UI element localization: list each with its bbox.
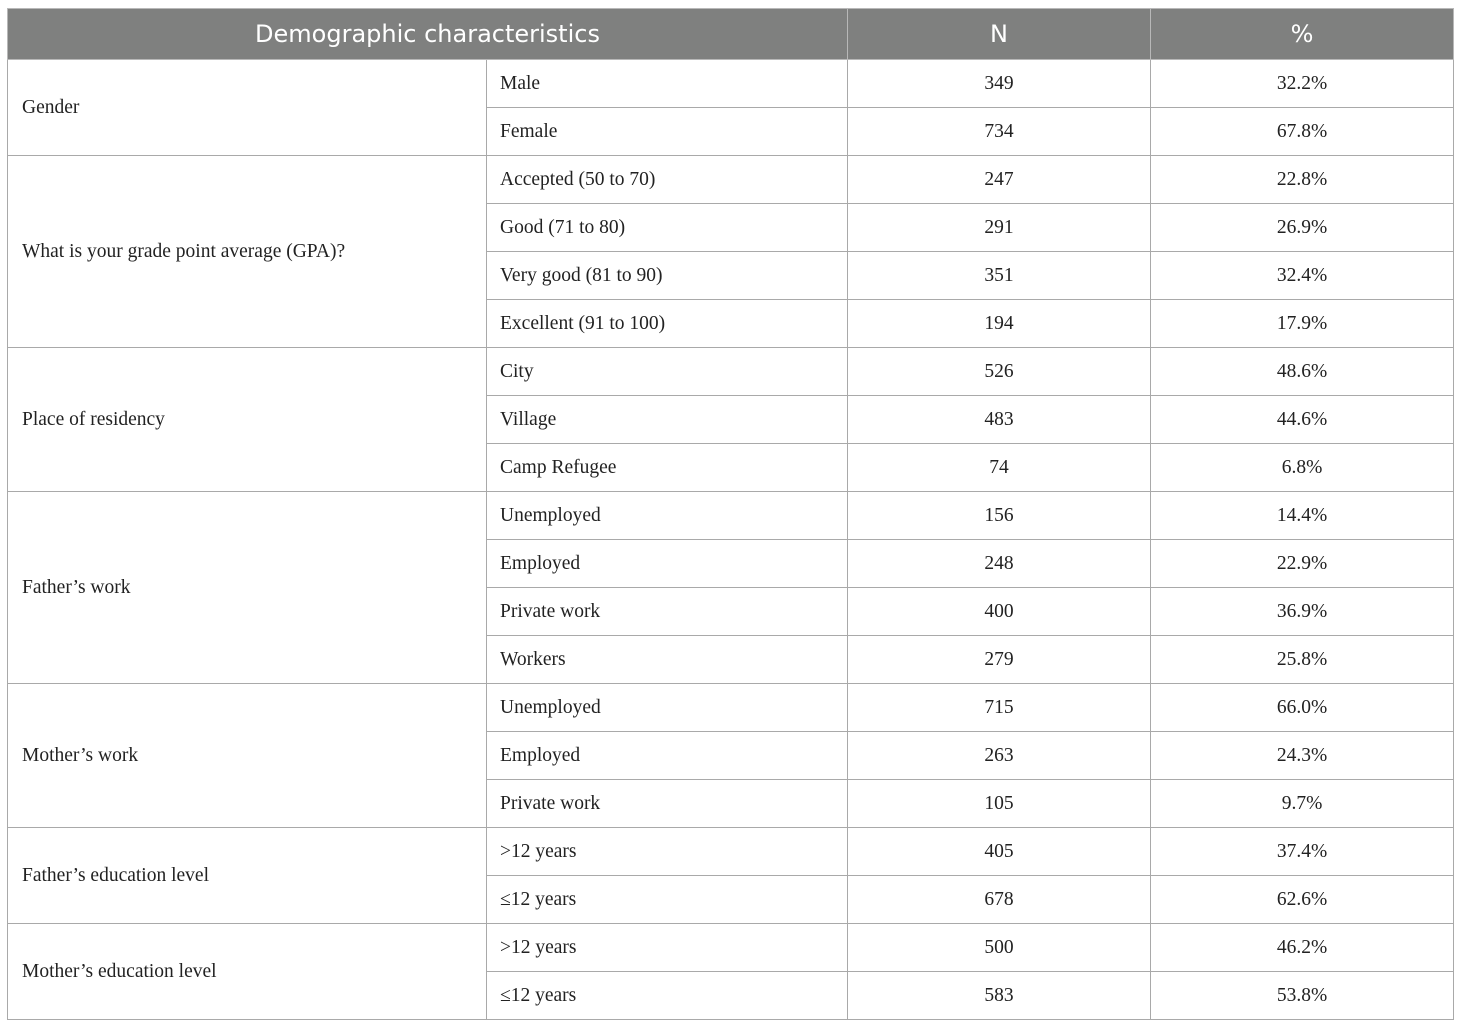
count-cell: 678 bbox=[848, 876, 1151, 924]
group-label: Father’s education level bbox=[8, 828, 487, 924]
count-cell: 715 bbox=[848, 684, 1151, 732]
category-cell: Unemployed bbox=[487, 684, 848, 732]
percent-cell: 9.7% bbox=[1151, 780, 1454, 828]
count-cell: 291 bbox=[848, 204, 1151, 252]
category-cell: Camp Refugee bbox=[487, 444, 848, 492]
percent-cell: 14.4% bbox=[1151, 492, 1454, 540]
category-cell: ≤12 years bbox=[487, 876, 848, 924]
demographics-table bbox=[7, 8, 1454, 1020]
table-row bbox=[8, 492, 1454, 540]
percent-cell: 17.9% bbox=[1151, 300, 1454, 348]
category-cell: Workers bbox=[487, 636, 848, 684]
category-cell: Excellent (91 to 100) bbox=[487, 300, 848, 348]
category-cell: Employed bbox=[487, 732, 848, 780]
percent-cell: 66.0% bbox=[1151, 684, 1454, 732]
percent-cell: 32.4% bbox=[1151, 252, 1454, 300]
table-body bbox=[8, 60, 1454, 1020]
percent-cell: 53.8% bbox=[1151, 972, 1454, 1020]
percent-cell: 62.6% bbox=[1151, 876, 1454, 924]
category-cell: Good (71 to 80) bbox=[487, 204, 848, 252]
count-cell: 247 bbox=[848, 156, 1151, 204]
table-row bbox=[8, 684, 1454, 732]
header-n: N bbox=[848, 9, 1151, 60]
percent-cell: 44.6% bbox=[1151, 396, 1454, 444]
count-cell: 156 bbox=[848, 492, 1151, 540]
table-row bbox=[8, 924, 1454, 972]
category-cell: Private work bbox=[487, 588, 848, 636]
percent-cell: 48.6% bbox=[1151, 348, 1454, 396]
group-label: Mother’s education level bbox=[8, 924, 487, 1020]
category-cell: Female bbox=[487, 108, 848, 156]
count-cell: 351 bbox=[848, 252, 1151, 300]
category-cell: Village bbox=[487, 396, 848, 444]
category-cell: Male bbox=[487, 60, 848, 108]
count-cell: 349 bbox=[848, 60, 1151, 108]
count-cell: 105 bbox=[848, 780, 1151, 828]
category-cell: Private work bbox=[487, 780, 848, 828]
group-label: Place of residency bbox=[8, 348, 487, 492]
header-row bbox=[8, 9, 1454, 60]
percent-cell: 46.2% bbox=[1151, 924, 1454, 972]
percent-cell: 67.8% bbox=[1151, 108, 1454, 156]
count-cell: 74 bbox=[848, 444, 1151, 492]
table-row bbox=[8, 348, 1454, 396]
count-cell: 483 bbox=[848, 396, 1151, 444]
group-label: Gender bbox=[8, 60, 487, 156]
count-cell: 279 bbox=[848, 636, 1151, 684]
table-header bbox=[8, 9, 1454, 60]
header-percent: % bbox=[1151, 9, 1454, 60]
demographics-table-container bbox=[7, 8, 1453, 1020]
count-cell: 734 bbox=[848, 108, 1151, 156]
category-cell: ≤12 years bbox=[487, 972, 848, 1020]
count-cell: 248 bbox=[848, 540, 1151, 588]
count-cell: 500 bbox=[848, 924, 1151, 972]
count-cell: 263 bbox=[848, 732, 1151, 780]
table-row bbox=[8, 828, 1454, 876]
category-cell: Unemployed bbox=[487, 492, 848, 540]
category-cell: Accepted (50 to 70) bbox=[487, 156, 848, 204]
percent-cell: 24.3% bbox=[1151, 732, 1454, 780]
category-cell: City bbox=[487, 348, 848, 396]
category-cell: >12 years bbox=[487, 828, 848, 876]
header-demographic-characteristics: Demographic characteristics bbox=[8, 9, 848, 60]
category-cell: >12 years bbox=[487, 924, 848, 972]
count-cell: 400 bbox=[848, 588, 1151, 636]
percent-cell: 36.9% bbox=[1151, 588, 1454, 636]
count-cell: 194 bbox=[848, 300, 1151, 348]
group-label: Father’s work bbox=[8, 492, 487, 684]
group-label: What is your grade point average (GPA)? bbox=[8, 156, 487, 348]
percent-cell: 25.8% bbox=[1151, 636, 1454, 684]
table-row bbox=[8, 156, 1454, 204]
percent-cell: 22.8% bbox=[1151, 156, 1454, 204]
percent-cell: 37.4% bbox=[1151, 828, 1454, 876]
percent-cell: 22.9% bbox=[1151, 540, 1454, 588]
percent-cell: 26.9% bbox=[1151, 204, 1454, 252]
count-cell: 583 bbox=[848, 972, 1151, 1020]
percent-cell: 6.8% bbox=[1151, 444, 1454, 492]
percent-cell: 32.2% bbox=[1151, 60, 1454, 108]
count-cell: 526 bbox=[848, 348, 1151, 396]
group-label: Mother’s work bbox=[8, 684, 487, 828]
category-cell: Very good (81 to 90) bbox=[487, 252, 848, 300]
count-cell: 405 bbox=[848, 828, 1151, 876]
table-row bbox=[8, 60, 1454, 108]
category-cell: Employed bbox=[487, 540, 848, 588]
